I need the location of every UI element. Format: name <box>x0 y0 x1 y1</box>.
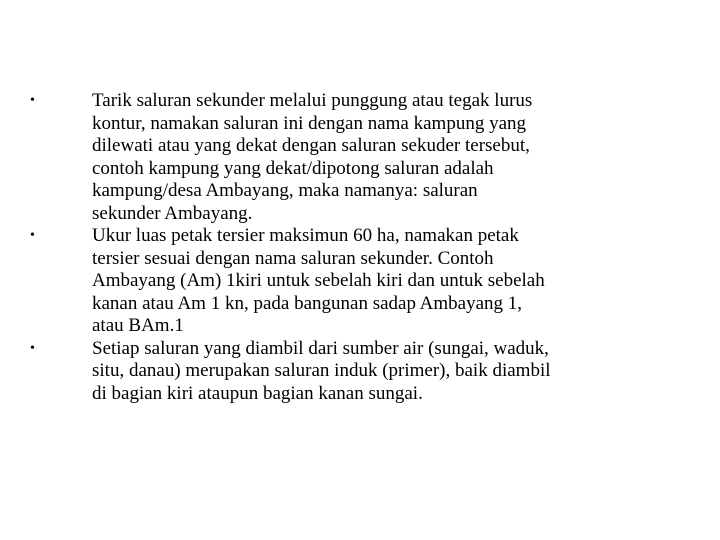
bullet-marker: • <box>30 340 35 356</box>
bullet-1-line-2: kontur, namakan saluran ini dengan nama kampung yang <box>92 112 527 134</box>
bullet-1-line-5: kampung/desa Ambayang, maka namanya: saluran <box>92 180 478 201</box>
bullet-2-line-3: Ambayang (Am) 1kiri untuk sebelah kiri dan untuk sebelah <box>92 270 545 291</box>
bullet-3-line-2: situ, danau) merupakan saluran induk (primer), baik diambil <box>92 360 551 381</box>
bullet-1-line-3: dilewati atau yang dekat dengan saluran sekuder tersebut, <box>92 135 530 156</box>
bullet-item-2 <box>30 225 650 338</box>
bullet-2-line-2: tersier sesuai dengan nama saluran sekunder. Contoh <box>92 247 494 269</box>
bullet-3-line-1: Setiap saluran yang diambil dari sumber air (sungai, waduk, <box>92 337 549 359</box>
bullet-1-line-1: Tarik saluran sekunder melalui punggung atau tegak lurus <box>92 90 533 111</box>
bullet-marker: • <box>30 93 35 108</box>
bullet-item-3 <box>30 338 650 406</box>
bullet-list <box>30 90 650 405</box>
bullet-2-line-5: atau BAm.1 <box>92 315 184 336</box>
bullet-2-line-1: Ukur luas petak tersier maksimun 60 ha, namakan petak <box>92 225 519 246</box>
bullet-2-line-4: kanan atau Am 1 kn, pada bangunan sadap Ambayang 1, <box>92 292 523 314</box>
bullet-1-line-4: contoh kampung yang dekat/dipotong saluran adalah <box>92 157 494 179</box>
bullet-3-line-3: di bagian kiri ataupun bagian kanan sungai. <box>92 382 423 404</box>
bullet-marker: • <box>30 228 35 243</box>
bullet-item-1 <box>30 90 650 225</box>
bullet-1-line-6: sekunder Ambayang. <box>92 202 253 224</box>
